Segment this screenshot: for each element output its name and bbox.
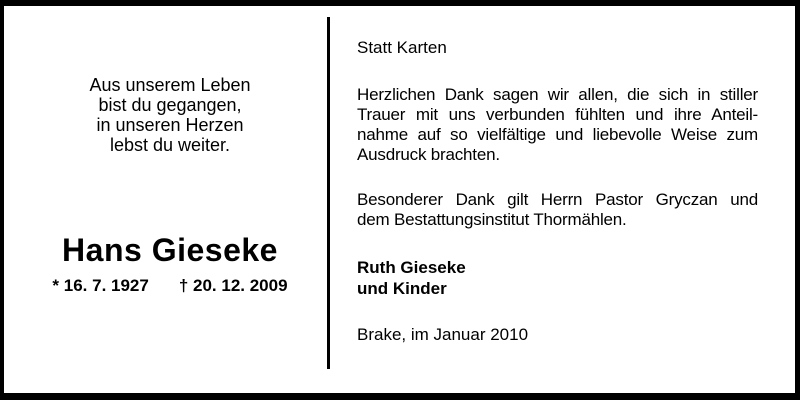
verse-line: bist du gegangen, [98, 95, 242, 115]
thanks-line: Herzlichen Dank sagen wir allen, die sich in stiller [357, 85, 758, 104]
place-and-date: Brake, im Januar 2010 [357, 325, 529, 344]
life-dates [8, 276, 332, 296]
memorial-verse [8, 75, 332, 155]
signature-line: und Kinder [357, 279, 447, 298]
verse-line: in unseren Herzen [96, 115, 244, 135]
verse-line: Aus unserem Leben [89, 75, 251, 95]
special-thanks-line: dem Bestattungsinstitut Thormählen. [357, 210, 627, 229]
statt-karten-note: Statt Karten [357, 38, 447, 57]
deceased-name: Hans Gieseke [62, 232, 278, 268]
mourners-signature [357, 257, 758, 299]
birth-date: * 16. 7. 1927 [52, 276, 149, 295]
signature-line: Ruth Gieseke [357, 258, 466, 277]
thanks-paragraph [357, 85, 758, 165]
special-thanks-line: Besonderer Dank gilt Herrn Pastor Gryczan und [357, 190, 758, 209]
thanks-line: Trauer mit uns verbunden fühlten und ihre Anteil- [357, 105, 758, 124]
left-column [8, 6, 332, 393]
verse-line: lebst du weiter. [109, 135, 231, 155]
special-thanks-paragraph [357, 190, 758, 230]
thanks-line: Ausdruck brachten. [357, 145, 500, 164]
thanks-line: nahme auf so vielfältige und liebevolle Weise zum [357, 125, 758, 144]
right-column [357, 6, 758, 345]
death-date: † 20. 12. 2009 [178, 276, 288, 295]
